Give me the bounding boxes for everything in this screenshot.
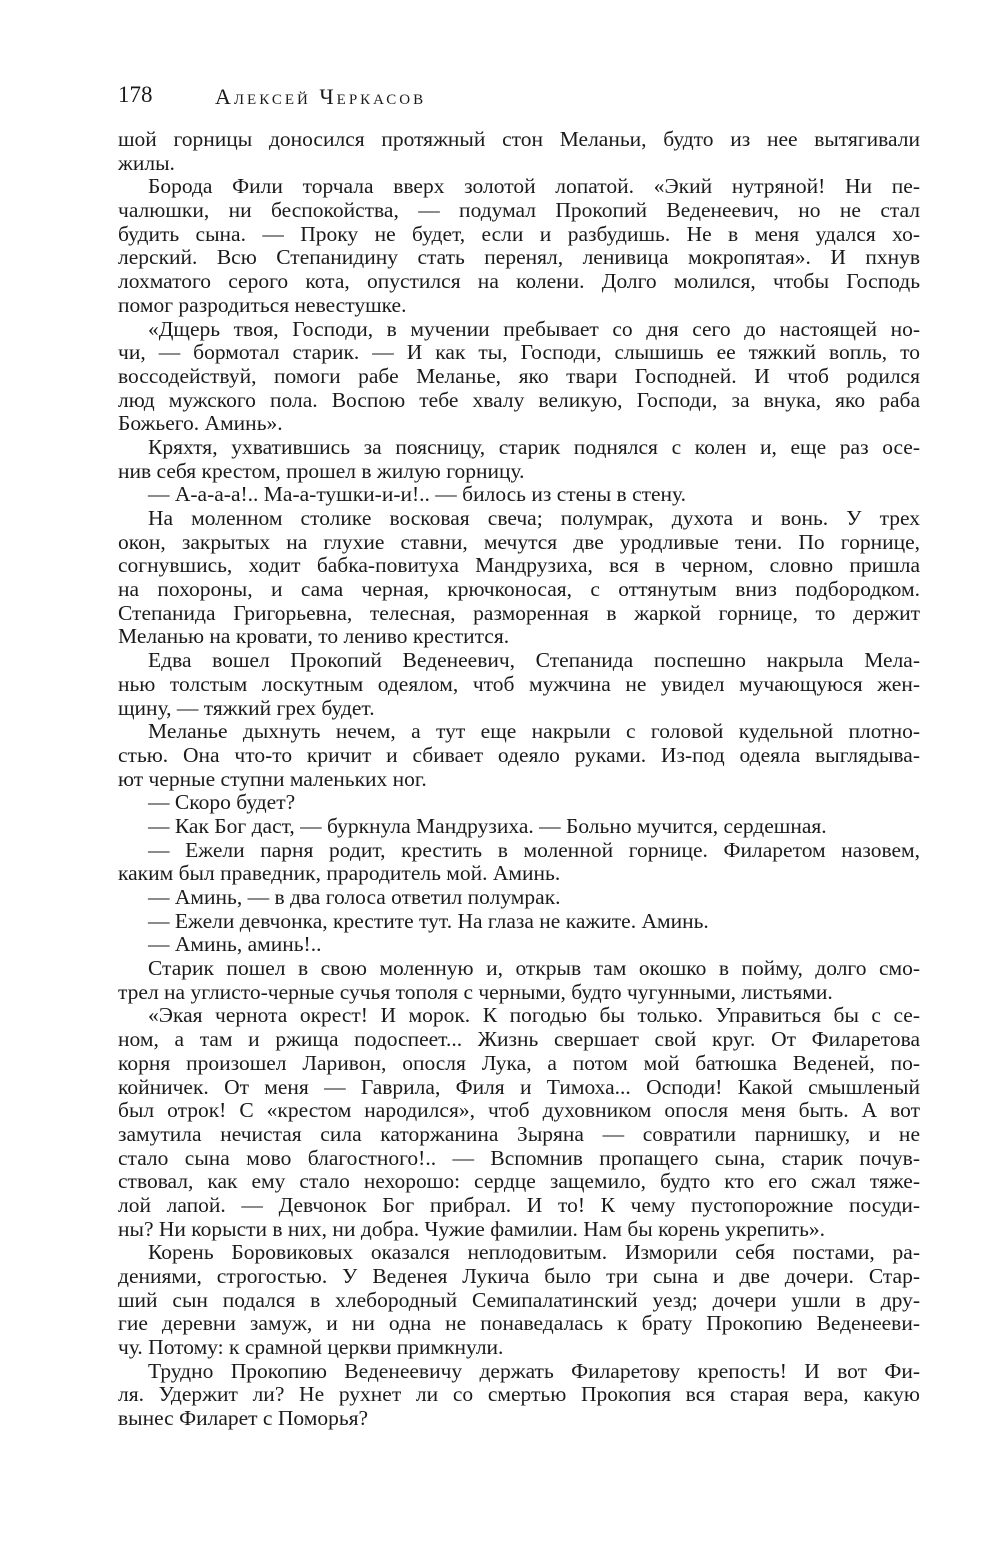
text-line: чалюшки, ни беспокойства, — подумал Прокопий Веденеевич, но не стал (118, 198, 920, 223)
text-line: ют черные ступни маленьких ног. (118, 766, 427, 791)
text-line: — Аминь, — в два голоса ответил полумрак. (148, 885, 561, 909)
paragraph (118, 507, 920, 649)
text-line: ля. Удержит ли? Не рухнет ли со смертью Прокопия вся старая вера, какую (118, 1382, 920, 1407)
paragraph (118, 649, 920, 720)
text-line: стало сына мово благостного!.. — Вспомнив пропащего сына, старик почув- (118, 1145, 920, 1170)
text-line: лерский. Всю Степанидину стать перенял, ленивица мокропятая». И пхнув (118, 245, 920, 270)
text-line: лохматого серого кота, опустился на колени. Долго молился, чтобы Господь (118, 269, 920, 294)
text-line: Степанида Григорьевна, телесная, разморенная в жаркой горнице, то держит (118, 600, 920, 625)
text-line: чу. Потому: к срамной церкви примкнули. (118, 1335, 504, 1360)
paragraph (118, 1004, 920, 1241)
text-line: окон, закрытых на глухие ставни, мечутся две уродливые тени. По горнице, (118, 529, 920, 554)
text-line: — Аминь, аминь!.. (148, 932, 322, 957)
paragraph (118, 128, 920, 175)
paragraph (118, 720, 920, 791)
text-line: люд мужского пола. Воспою тебе хвалу великую, Господи, за внука, яко раба (118, 387, 920, 412)
text-line: «Дщерь твоя, Господи, в мучении пребывает со дня сего до настоящей но- (148, 316, 920, 341)
text-line: помог разродиться невестушке. (118, 292, 407, 317)
text-line: лой лапой. — Девчонок Бог прибрал. И то! К чему пустопорожние посуди- (118, 1192, 920, 1217)
page-body-text (118, 128, 920, 1431)
paragraph (118, 1241, 920, 1359)
text-line: — Скоро будет? (148, 790, 296, 815)
text-line: ший сын подался в хлебородный Семипалатинский уезд; дочери ушли в дру- (118, 1287, 920, 1312)
text-line: — Ежели парня родит, крестить в моленной горнице. Филаретом назовем, (148, 837, 920, 862)
text-line: замутила нечистая сила каторжанина Зыряна — совратили парнишку, и не (118, 1121, 920, 1146)
text-line: «Экая чернота окрест! И морок. К погодью бы только. Управиться бы с се- (148, 1003, 920, 1028)
text-line: койничек. От меня — Гаврила, Филя и Тимоха... Осподи! Какой смышленый (118, 1074, 920, 1099)
text-line: чи, — бормотал старик. — И как ты, Господи, слышишь ее тяжкий вопль, то (118, 340, 920, 365)
paragraph (118, 839, 920, 886)
text-line: Божьего. Аминь». (118, 411, 283, 436)
text-line: корня произошел Ларивон, опосля Лука, а потом мой батюшка Веденей, по- (118, 1050, 920, 1075)
paragraph (118, 815, 920, 839)
text-line: Корень Боровиковых оказался неплодовитым. Изморили себя постами, ра- (148, 1240, 920, 1265)
text-line: жилы. (118, 150, 175, 175)
paragraph (118, 318, 920, 436)
paragraph (118, 886, 920, 910)
text-line: на похороны, и сама черная, крючконосая, с оттянутым вниз подбородком. (118, 577, 920, 602)
text-line: — А-а-а-а!.. Ма-а-тушки-и-и!.. — билось из стены в стену. (148, 482, 687, 507)
author-name: Алексей Черкасов (215, 84, 427, 109)
text-line: Трудно Прокопию Веденеевичу держать Филаретову крепость! И вот Фи- (148, 1358, 920, 1383)
text-line: шой горницы доносился протяжный стон Меланьи, будто из нее вытягивали (118, 127, 920, 151)
paragraph (118, 910, 920, 934)
text-line: согнувшись, ходит бабка-повитуха Мандрузиха, вся в черном, словно пришла (118, 553, 920, 578)
text-line: нив себя крестом, прошел в жилую горницу. (118, 458, 525, 483)
text-line: Борода Фили торчала вверх золотой лопатой. «Экий нутряной! Ни пе- (148, 174, 920, 199)
paragraph (118, 436, 920, 483)
text-line: ном, а там и ржища подоспеет... Жизнь свершает свой круг. От Филаретова (118, 1027, 920, 1052)
text-line: — Ежели девчонка, крестите тут. На глаза не кажите. Аминь. (148, 908, 709, 933)
text-line: был отрок! С «крестом народился», чтоб духовником опосля меня быть. А вот (118, 1098, 920, 1123)
text-line: каким был праведник, прародитель мой. Аминь. (118, 861, 561, 886)
text-line: Меланью на кровати, то лениво крестится. (118, 624, 510, 649)
text-line: Кряхтя, ухватившись за поясницу, старик поднялся с колен и, еще раз осе- (148, 434, 920, 459)
paragraph (118, 957, 920, 1004)
paragraph (118, 483, 920, 507)
text-line: нью толстым лоскутным одеялом, чтоб мужчина не увидел мучающуюся жен- (118, 671, 920, 696)
text-line: будить сына. — Проку не будет, если и разбудишь. Не в меня удался хо- (118, 221, 920, 246)
paragraph (118, 933, 920, 957)
text-line: вынес Филарет с Поморья? (118, 1406, 369, 1431)
text-line: воссодействуй, помоги рабе Меланье, яко твари Господней. И чтоб родился (118, 363, 920, 388)
text-line: стью. Она что-то кричит и сбивает одеяло руками. Из-под одеяла выглядыва- (118, 742, 920, 767)
text-line: щину, — тяжкий грех будет. (118, 695, 375, 720)
text-line: ны? Ни корысти в них, ни добра. Чужие фамилии. Нам бы корень укрепить». (118, 1216, 826, 1241)
text-line: дениями, строгостью. У Веденея Лукича было три сына и две дочери. Стар- (118, 1264, 920, 1288)
paragraph (118, 791, 920, 815)
text-line: гие деревни замуж, и ни одна не понаведалась к брату Прокопию Веденееви- (118, 1311, 920, 1336)
text-line: На моленном столике восковая свеча; полумрак, духота и вонь. У трех (148, 506, 920, 530)
text-line: ствовал, как ему стало нехорошо: сердце защемило, будто кто его сжал тяже- (118, 1169, 920, 1194)
text-line: Старик пошел в свою моленную и, открыв там окошко в пойму, долго смо- (148, 956, 920, 981)
text-line: — Как Бог даст, — буркнула Мандрузиха. — Больно мучится, сердешная. (148, 813, 827, 838)
paragraph (118, 1360, 920, 1431)
paragraph (118, 175, 920, 317)
text-line: Едва вошел Прокопий Веденеевич, Степанида поспешно накрыла Мела- (148, 648, 920, 673)
page-number: 178 (118, 82, 153, 107)
text-line: трел на углисто-черные сучья тополя с черными, будто чугунными, листьями. (118, 979, 833, 1004)
text-line: Меланье дыхнуть нечем, а тут еще накрыли с головой кудельной плотно- (148, 719, 920, 744)
